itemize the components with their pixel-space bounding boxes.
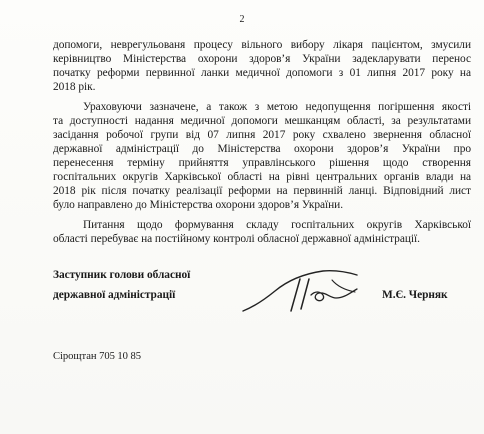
paragraph-2-line-1: Ураховуючи зазначене, а також з метою недопущення погіршення якості xyxy=(83,101,471,113)
signer-name: М.Є. Черняк xyxy=(382,289,448,301)
paragraph-2-line-6: госпітальних округів Харківської області на рівні центральних органів влади на xyxy=(53,171,471,183)
signer-position-line-1: Заступник голови обласної xyxy=(53,269,191,281)
paragraph-2-line-3: засідання робочої групи від 07 липня 2017 року схвалено звернення обласної xyxy=(53,129,471,141)
executor-contact: Сірощтан 705 10 85 xyxy=(53,351,142,362)
paragraph-2-line-5: перенесення терміну прийняття управлінського рішення щодо створення xyxy=(53,157,471,169)
page-number: 2 xyxy=(239,14,245,25)
handwritten-signature-icon xyxy=(233,264,383,322)
paragraph-2-line-8: було направлено до Міністерства охорони здоров’я України. xyxy=(53,199,344,211)
paragraph-1-line-4: 2018 рік. xyxy=(53,81,96,93)
paragraph-1-line-1: допомоги, неврегульованя процесу вільного вибору лікаря пацієнтом, змусили xyxy=(53,39,471,51)
paragraph-1-line-3: початку реформи первинної ланки медичної допомоги з 01 липня 2017 року на xyxy=(53,67,471,79)
paragraph-3-line-2: області перебуває на постійному контролі обласної державної адміністрації. xyxy=(53,233,420,245)
paragraph-2-line-2: та доступності надання медичної допомоги мешканцям області, за результатами xyxy=(53,115,471,127)
paragraph-2-line-4: державної адміністрації до Міністерства охорони здоров’я України про xyxy=(53,143,471,155)
paragraph-2-line-7: 2018 рік після початку реалізації реформи на первинній ланці. Відповідний лист xyxy=(53,185,471,197)
paragraph-3-line-1: Питання щодо формування складу госпітальних округів Харківської xyxy=(83,219,471,231)
signer-position-line-2: державної адміністрації xyxy=(53,289,176,301)
paragraph-1-line-2: керівництво Міністерства охорони здоров’я України задекларувати перенос xyxy=(53,53,471,65)
